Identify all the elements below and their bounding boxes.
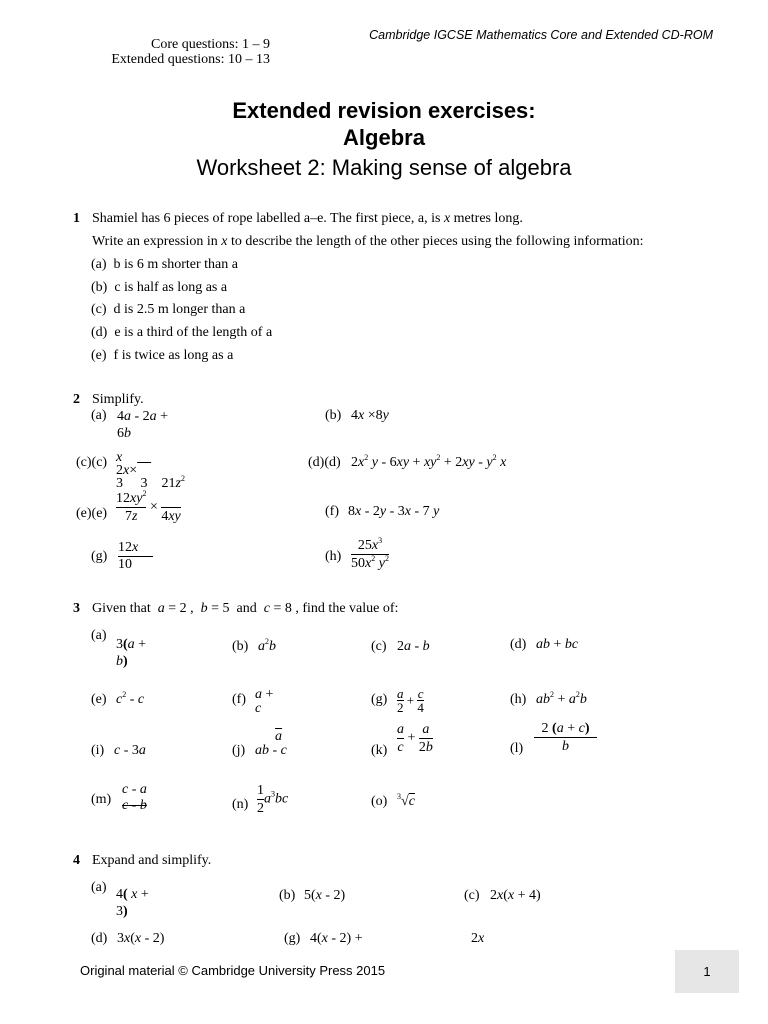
q3-h-label: (h) (510, 692, 527, 707)
q2-f-label: (f) (325, 504, 339, 519)
q3-i-expr: c - 3a (114, 743, 146, 758)
question-number: 3 (73, 601, 80, 616)
title-line1: Extended revision exercises: (232, 98, 536, 123)
q1-part: (c) d is 2.5 m longer than a (91, 302, 246, 317)
q3-e-label: (e) (91, 692, 107, 707)
q3-f-expr: a + c $\overline{a}$ (255, 687, 282, 744)
q3-a-expr: 3(a + b) (116, 637, 147, 669)
q4-a-label: (a) (91, 880, 107, 895)
q3-c-label: (c) (371, 639, 387, 654)
q2-a-expr: 4a - 2a + 6b (117, 409, 169, 441)
q4-b-label: (b) (279, 888, 296, 903)
page-number: 1 (675, 950, 739, 993)
q4-c-label: (c) (464, 888, 480, 903)
q3-intro: Given that a = 2 , b = 5 and c = 8 , find the value of: (92, 601, 399, 616)
q4-d-label: (d) (91, 931, 108, 946)
q3-b-label: (b) (232, 639, 249, 654)
q3-o-label: (o) (371, 794, 388, 809)
q3-i-label: (i) (91, 743, 105, 758)
q3-d-label: (d) (510, 637, 527, 652)
q4-intro: Expand and simplify. (92, 853, 212, 868)
q2-c-expr: x 2x× 3 3 $21z^2$ (116, 450, 185, 491)
q3-k-label: (k) (371, 743, 388, 758)
q4-d-expr: 3x(x - 2) (117, 931, 165, 946)
q1-intro: Shamiel has 6 pieces of rope labelled a–e. The first piece, a, is x metres long. (92, 211, 523, 226)
q3-g-label: (g) (371, 692, 388, 707)
q3-m-label: (m) (91, 792, 112, 807)
q2-c-label: (c)(c) (76, 455, 108, 470)
extended-questions: Extended questions: 10 – 13 (111, 52, 270, 67)
q2-b-label: (b) (325, 408, 342, 423)
q2-h-expr: $\frac{25x^3}{50x^2 y^2}$ (351, 536, 389, 571)
q2-g-label: (g) (91, 549, 108, 564)
question-number: 1 (73, 211, 80, 226)
q2-intro: Simplify. (92, 392, 144, 407)
q2-a-label: (a) (91, 408, 107, 423)
q2-e-expr: $\frac{12xy^2}{7z}$ × 4xy (116, 489, 181, 524)
q3-n-expr: $\frac{1}{2}$ $a^3bc$ (257, 783, 289, 816)
q1-instruction: Write an expression in x to describe the length of the other pieces using the following information: (92, 234, 644, 249)
q3-l-expr: $\frac{2 (a + c)}{b}$ (534, 720, 597, 755)
q1-part: (e) f is twice as long as a (91, 348, 234, 363)
q3-j-expr: ab - c (255, 743, 287, 758)
q4-g-label: (g) (284, 931, 301, 946)
q3-j-label: (j) (232, 743, 246, 758)
title-line2: Algebra (343, 125, 425, 150)
q3-c-expr: 2a - b (397, 639, 430, 654)
worksheet-title: Worksheet 2: Making sense of algebra (196, 155, 572, 180)
q2-d-expr: $2x^2$ $y - 6xy + xy^2 + 2xy - y^2$ x (351, 453, 507, 470)
q2-d-label: (d)(d) (308, 455, 341, 470)
q1-part: (d) e is a third of the length of a (91, 325, 273, 340)
q3-a-label: (a) (91, 628, 107, 643)
q3-l-label: (l) (510, 741, 524, 756)
page-title (0, 97, 768, 151)
q4-g-expr-cont: 2x (471, 931, 485, 946)
q3-f-label: (f) (232, 692, 246, 707)
q1-part: (b) c is half as long as a (91, 280, 228, 295)
copyright: Original material © Cambridge University Press 2015 (80, 963, 386, 978)
question-number: 4 (73, 853, 80, 868)
q2-b-expr: 4x ×8y (351, 408, 389, 423)
q3-d-expr: ab + bc (536, 637, 579, 652)
question-number: 2 (73, 392, 80, 407)
q2-f-expr: 8x - 2y - 3x - 7 y (348, 504, 440, 519)
q2-g-expr: 12x 10 (118, 540, 153, 572)
q3-e-expr: $c^2$ - c (116, 690, 145, 707)
q3-k-expr: $\frac{a}{c}$ + $\frac{a}{2b}$ (397, 722, 433, 755)
q3-n-label: (n) (232, 797, 249, 812)
q3-o-expr: $^3$√c (397, 792, 415, 809)
q3-b-expr: $a^2b$ (258, 637, 276, 654)
book-title: Cambridge IGCSE Mathematics Core and Extended CD-ROM (369, 28, 713, 42)
q3-g-expr: $\frac{a}{2}$ + $\frac{c}{4}$ (397, 686, 424, 715)
core-questions: Core questions: 1 – 9 (151, 37, 270, 52)
q4-a-expr: 4( x + 3) (116, 887, 149, 919)
q4-c-expr: 2x(x + 4) (490, 888, 541, 903)
q4-g-expr: 4(x - 2) + (310, 931, 363, 946)
q2-h-label: (h) (325, 549, 342, 564)
q3-h-expr: $ab^2 + a^2b$ (536, 690, 587, 707)
q1-part: (a) b is 6 m shorter than a (91, 257, 238, 272)
q3-m-expr: c - a c - b (122, 782, 147, 813)
question-scope (111, 37, 270, 67)
q4-b-expr: 5(x - 2) (304, 888, 346, 903)
q2-e-label: (e)(e) (76, 506, 108, 521)
